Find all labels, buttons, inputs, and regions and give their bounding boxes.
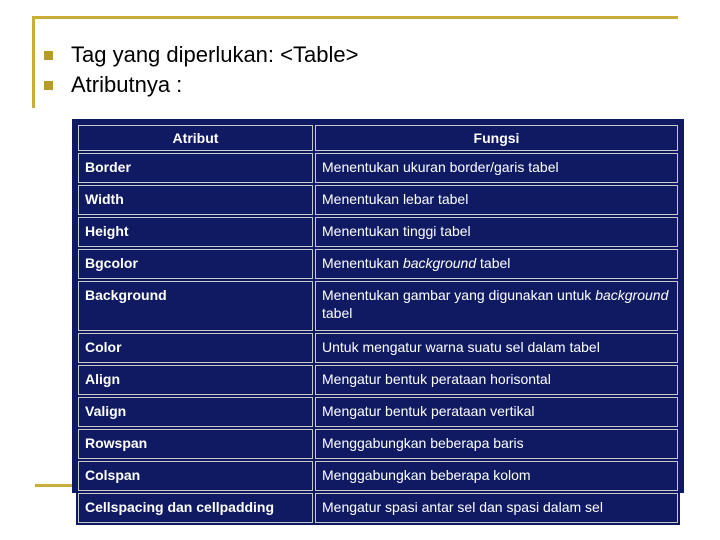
attribute-function-cell: [315, 365, 678, 395]
attribute-function-cell: [315, 429, 678, 459]
function-text: tabel: [476, 255, 511, 271]
table-row: [78, 249, 678, 279]
attribute-name-cell: Background: [78, 281, 313, 331]
bullet-item: [44, 40, 358, 70]
bullet-text: Atributnya :: [71, 72, 183, 97]
function-text: Menentukan tinggi tabel: [322, 223, 471, 239]
table-row: [78, 493, 678, 523]
table-row: [78, 461, 678, 491]
attribute-table-frame: [72, 119, 684, 515]
attribute-table: [76, 123, 680, 525]
table-row: [78, 185, 678, 215]
table-row: [78, 397, 678, 427]
attribute-function-cell: [315, 249, 678, 279]
bullet-text: Tag yang diperlukan: <Table>: [71, 42, 359, 67]
attribute-name-cell: Height: [78, 217, 313, 247]
function-text-italic: background: [402, 255, 477, 271]
attribute-function-cell: [315, 397, 678, 427]
attribute-function-cell: [315, 153, 678, 183]
square-bullet-icon: [44, 81, 53, 90]
function-text: Menentukan: [322, 255, 403, 271]
attribute-function-cell: [315, 185, 678, 215]
bullet-item: [44, 70, 358, 100]
attribute-name-cell: Cellspacing dan cellpadding: [78, 493, 313, 523]
attribute-name-cell: Valign: [78, 397, 313, 427]
attribute-name-cell: Colspan: [78, 461, 313, 491]
function-text: Menentukan ukuran border/garis tabel: [322, 159, 559, 175]
function-text: Mengatur bentuk perataan vertikal: [322, 403, 535, 419]
attribute-function-cell: [315, 281, 678, 331]
attribute-function-cell: [315, 217, 678, 247]
function-text-italic: background: [595, 287, 669, 303]
function-text: Menentukan gambar yang digunakan untuk: [322, 287, 596, 303]
attribute-name-cell: Rowspan: [78, 429, 313, 459]
attribute-function-cell: [315, 493, 678, 523]
table-row: [78, 365, 678, 395]
function-text: Menggabungkan beberapa baris: [322, 435, 524, 451]
table-row: [78, 333, 678, 363]
attribute-name-cell: Border: [78, 153, 313, 183]
function-text: Mengatur spasi antar sel dan spasi dalam sel: [322, 499, 603, 515]
header-fungsi: Fungsi: [315, 125, 678, 151]
function-text: Mengatur bentuk perataan horisontal: [322, 371, 551, 387]
function-text: Menggabungkan beberapa kolom: [322, 467, 531, 483]
header-atribut: Atribut: [78, 125, 313, 151]
attribute-name-cell: Bgcolor: [78, 249, 313, 279]
attribute-name-cell: Align: [78, 365, 313, 395]
attribute-name-cell: Width: [78, 185, 313, 215]
left-rule: [32, 16, 35, 108]
table-row: [78, 153, 678, 183]
function-text: Untuk mengatur warna suatu sel dalam tabel: [322, 339, 600, 355]
table-row: [78, 281, 678, 331]
table-header-row: [78, 125, 678, 151]
top-rule: [32, 16, 678, 19]
function-text: Menentukan lebar tabel: [322, 191, 469, 207]
table-row: [78, 429, 678, 459]
table-row: [78, 217, 678, 247]
function-text: tabel: [322, 305, 353, 321]
bullet-list: [44, 40, 358, 100]
square-bullet-icon: [44, 51, 53, 60]
attribute-function-cell: [315, 461, 678, 491]
attribute-function-cell: [315, 333, 678, 363]
attribute-name-cell: Color: [78, 333, 313, 363]
